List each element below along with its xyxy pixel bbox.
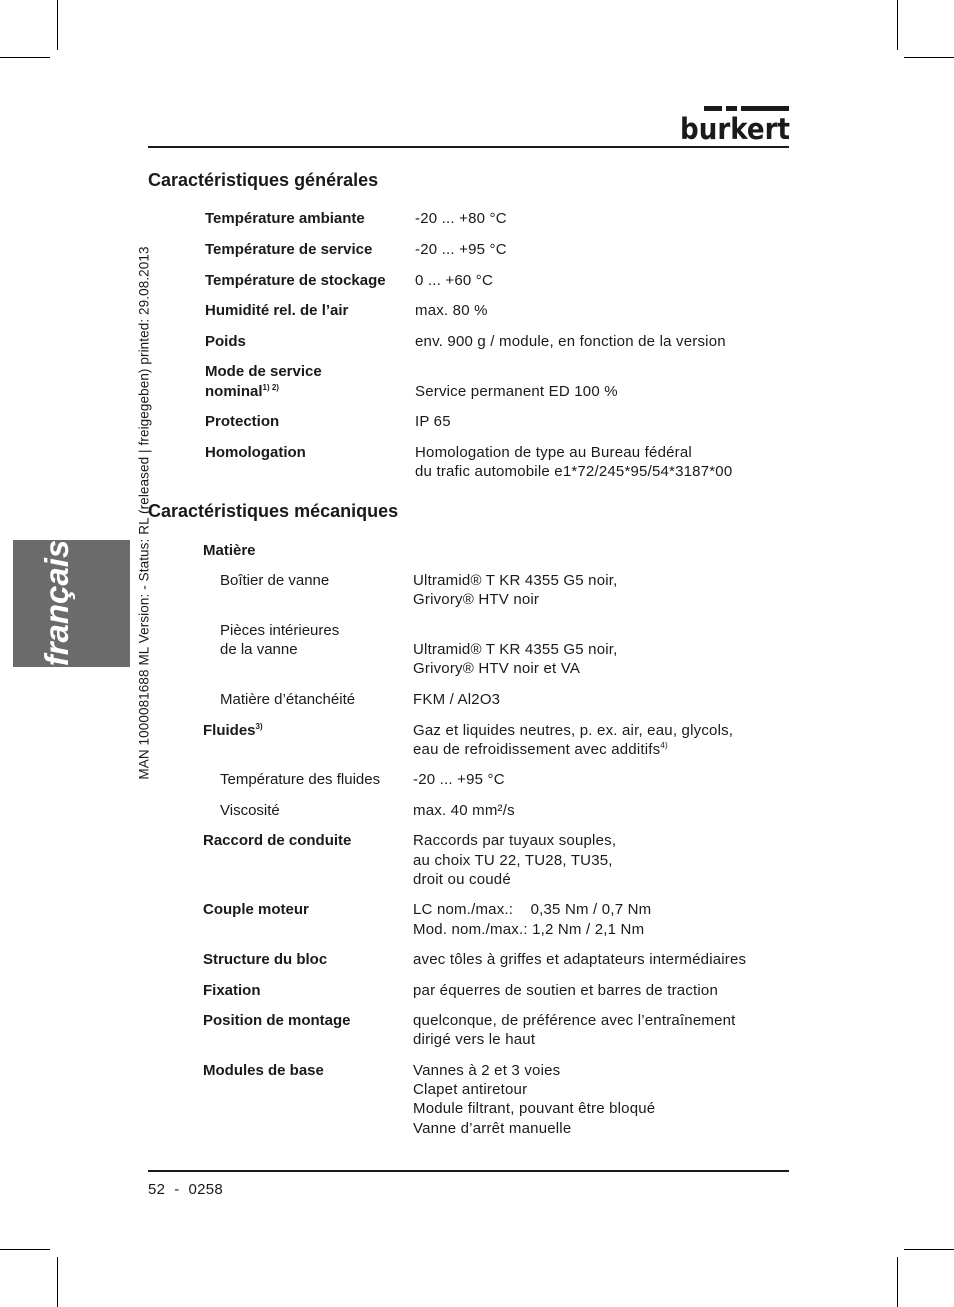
spec-value: au choix TU 22, TU28, TU35, bbox=[413, 852, 613, 869]
spec-label: Homologation bbox=[205, 444, 306, 461]
page-number: 52 - 0258 bbox=[148, 1181, 224, 1198]
spec-value-text: eau de refroidissement avec additifs bbox=[413, 741, 661, 758]
spec-value: Homologation de type au Bureau fédéral bbox=[415, 444, 692, 461]
spec-value: avec tôles à griffes et adaptateurs intermédiaires bbox=[413, 951, 747, 968]
spec-value: Clapet antiretour bbox=[413, 1081, 528, 1098]
crop-mark bbox=[897, 0, 898, 50]
spec-label: Boîtier de vanne bbox=[220, 572, 330, 589]
spec-label: Matière d’étanchéité bbox=[220, 691, 356, 708]
spec-value: par équerres de soutien et barres de traction bbox=[413, 982, 719, 999]
spec-value: droit ou coudé bbox=[413, 871, 511, 888]
spec-value: LC nom./max.: 0,35 Nm / 0,7 Nm bbox=[413, 901, 652, 918]
crop-mark bbox=[904, 1249, 954, 1250]
spec-label: Viscosité bbox=[220, 802, 280, 819]
spec-label: Température de service bbox=[205, 241, 373, 258]
section-title-general: Caractéristiques générales bbox=[148, 170, 379, 190]
spec-value: Vannes à 2 et 3 voies bbox=[413, 1062, 561, 1079]
spec-value: IP 65 bbox=[415, 413, 451, 430]
burkert-logo bbox=[680, 106, 790, 142]
header-rule bbox=[148, 146, 789, 148]
spec-value: 0 ... +60 °C bbox=[415, 272, 494, 289]
spec-value: max. 40 mm²/s bbox=[413, 802, 515, 819]
spec-label: Raccord de conduite bbox=[203, 832, 352, 849]
crop-mark bbox=[57, 0, 58, 50]
spec-value: env. 900 g / module, en fonction de la version bbox=[415, 333, 726, 350]
spec-label: Protection bbox=[205, 413, 280, 430]
spec-label: Température ambiante bbox=[205, 210, 365, 227]
spec-label: Structure du bloc bbox=[203, 951, 328, 968]
crop-mark bbox=[0, 57, 50, 58]
spec-label: Modules de base bbox=[203, 1062, 324, 1079]
spec-label: Mode de service bbox=[205, 363, 322, 380]
spec-value: Module filtrant, pouvant être bloqué bbox=[413, 1100, 656, 1117]
spec-label bbox=[203, 721, 263, 741]
document-status-text: MAN 1000081688 ML Version: - Status: RL (released | freigegeben) printed: 29.08.2013 bbox=[136, 246, 152, 780]
spec-value: Ultramid® T KR 4355 G5 noir, bbox=[413, 572, 618, 589]
crop-mark bbox=[904, 57, 954, 58]
spec-value: -20 ... +80 °C bbox=[415, 210, 507, 227]
spec-value: -20 ... +95 °C bbox=[415, 241, 507, 258]
crop-mark bbox=[0, 1249, 50, 1250]
spec-value: Ultramid® T KR 4355 G5 noir, bbox=[413, 641, 618, 658]
spec-label: Matière bbox=[203, 542, 256, 559]
spec-value: Service permanent ED 100 % bbox=[415, 383, 618, 400]
footnote-ref: 4) bbox=[660, 741, 668, 750]
spec-value: Vanne d’arrêt manuelle bbox=[413, 1120, 572, 1137]
spec-label: Fixation bbox=[203, 982, 261, 999]
crop-mark bbox=[897, 1257, 898, 1307]
spec-value: -20 ... +95 °C bbox=[413, 771, 505, 788]
spec-label: Pièces intérieures bbox=[220, 622, 340, 639]
spec-label-text: Fluides bbox=[203, 722, 256, 739]
spec-value: Mod. nom./max.: 1,2 Nm / 2,1 Nm bbox=[413, 921, 645, 938]
spec-label bbox=[205, 382, 279, 402]
spec-value: max. 80 % bbox=[415, 302, 488, 319]
spec-value: Gaz et liquides neutres, p. ex. air, eau, glycols, bbox=[413, 722, 734, 739]
spec-value: FKM / Al2O3 bbox=[413, 691, 501, 708]
spec-value: quelconque, de préférence avec l’entraînement bbox=[413, 1012, 736, 1029]
footnote-ref: 3) bbox=[255, 722, 263, 731]
spec-label: Température des fluides bbox=[220, 771, 381, 788]
spec-value: Grivory® HTV noir et VA bbox=[413, 660, 581, 677]
spec-label-line: nominal bbox=[205, 383, 263, 400]
footer-rule bbox=[148, 1170, 789, 1172]
spec-label: Couple moteur bbox=[203, 901, 309, 918]
footnote-ref: 1) 2) bbox=[262, 383, 279, 392]
language-tab-label: français bbox=[38, 539, 75, 667]
spec-value: du trafic automobile e1*72/245*95/54*3187*00 bbox=[415, 463, 733, 480]
spec-label: de la vanne bbox=[220, 641, 298, 658]
spec-label: Humidité rel. de l’air bbox=[205, 302, 349, 319]
crop-mark bbox=[57, 1257, 58, 1307]
spec-value bbox=[413, 740, 668, 760]
spec-label: Poids bbox=[205, 333, 246, 350]
spec-label: Température de stockage bbox=[205, 272, 386, 289]
section-title-mechanical: Caractéristiques mécaniques bbox=[148, 501, 399, 521]
spec-value: dirigé vers le haut bbox=[413, 1031, 536, 1048]
spec-label: Position de montage bbox=[203, 1012, 351, 1029]
svg-text:burkert: burkert bbox=[680, 112, 790, 142]
spec-value: Grivory® HTV noir bbox=[413, 591, 540, 608]
spec-value: Raccords par tuyaux souples, bbox=[413, 832, 617, 849]
